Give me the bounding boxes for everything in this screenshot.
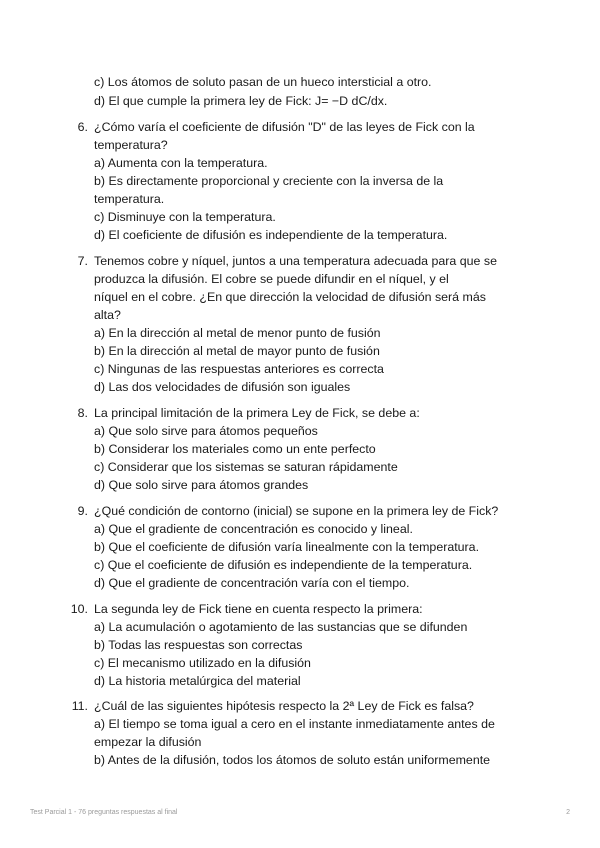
q11-option-b-line1: b) Antes de la difusión, todos los átomos de soluto están uniformemente (94, 753, 491, 767)
q5-option-c: c) Los átomos de soluto pasan de un hueco intersticial a otro. (94, 75, 432, 89)
q8-option-c: c) Considerar que los sistemas se saturan rápidamente (94, 460, 398, 474)
q7-option-c: c) Ningunas de las respuestas anteriores es correcta (94, 362, 384, 376)
q8-option-b: b) Considerar los materiales como un ente perfecto (94, 442, 376, 456)
q9-option-b: b) Que el coeficiente de difusión varía linealmente con la temperatura. (94, 540, 480, 554)
q11-number: 11. (71, 699, 88, 713)
q9-number: 9. (77, 504, 88, 518)
q10-option-c: c) El mecanismo utilizado en la difusión (94, 656, 311, 670)
q9-option-d: d) Que el gradiente de concentración varía con el tiempo. (94, 576, 410, 590)
q10-text-line1: La segunda ley de Fick tiene en cuenta respecto la primera: (94, 602, 423, 616)
q10-number: 10. (70, 602, 88, 616)
q8-option-a: a) Que solo sirve para átomos pequeños (94, 424, 318, 438)
q10-option-a: a) La acumulación o agotamiento de las sustancias que se difunden (94, 620, 468, 634)
q10-option-b: b) Todas las respuestas son correctas (94, 638, 303, 652)
q11-text-line1: ¿Cuál de las siguientes hipótesis respecto la 2ª Ley de Fick es falsa? (94, 699, 474, 713)
q8-text-line1: La principal limitación de la primera Ley de Fick, se debe a: (94, 406, 420, 420)
q8-option-d: d) Que solo sirve para átomos grandes (94, 478, 309, 492)
footer-page-number: 2 (566, 809, 570, 816)
q11-option-a-line1: a) El tiempo se toma igual a cero en el instante inmediatamente antes de (94, 717, 495, 731)
q7-text-line1: Tenemos cobre y níquel, juntos a una temperatura adecuada para que se (94, 254, 497, 268)
q7-text-line4: alta? (94, 308, 121, 322)
q6-text-line1: ¿Cómo varía el coeficiente de difusión "D" de las leyes de Fick con la (94, 120, 475, 134)
q7-text-line3: níquel en el cobre. ¿En que dirección la velocidad de difusión será más (94, 290, 486, 304)
q6-text-line2: temperatura? (94, 138, 168, 152)
q7-option-b: b) En la dirección al metal de mayor punto de fusión (94, 344, 380, 358)
q6-option-b-line1: b) Es directamente proporcional y creciente con la inversa de la (94, 174, 444, 188)
q10-option-d: d) La historia metalúrgica del material (94, 674, 301, 688)
q6-number: 6. (77, 120, 88, 134)
q7-option-d: d) Las dos velocidades de difusión son iguales (94, 380, 351, 394)
q9-option-c: c) Que el coeficiente de difusión es independiente de la temperatura. (94, 558, 473, 572)
q8-number: 8. (77, 406, 88, 420)
q6-option-b-line2: temperatura. (94, 192, 165, 206)
q7-number: 7. (77, 254, 88, 268)
q6-option-a: a) Aumenta con la temperatura. (94, 156, 268, 170)
q7-text-line2: produzca la difusión. El cobre se puede difundir en el níquel, y el (94, 272, 449, 286)
q6-option-c: c) Disminuye con la temperatura. (94, 210, 276, 224)
q5-option-d: d) El que cumple la primera ley de Fick: J= −D dC/dx. (94, 94, 388, 108)
footer-document-title: Test Parcial 1 - 76 preguntas respuestas al final (30, 809, 178, 816)
q11-option-a-line2: empezar la difusión (94, 735, 202, 749)
q9-option-a: a) Que el gradiente de concentración es conocido y lineal. (94, 522, 413, 536)
q6-option-d: d) El coeficiente de difusión es independiente de la temperatura. (94, 228, 448, 242)
q7-option-a: a) En la dirección al metal de menor punto de fusión (94, 326, 381, 340)
q9-text-line1: ¿Qué condición de contorno (inicial) se supone en la primera ley de Fick? (94, 504, 499, 518)
